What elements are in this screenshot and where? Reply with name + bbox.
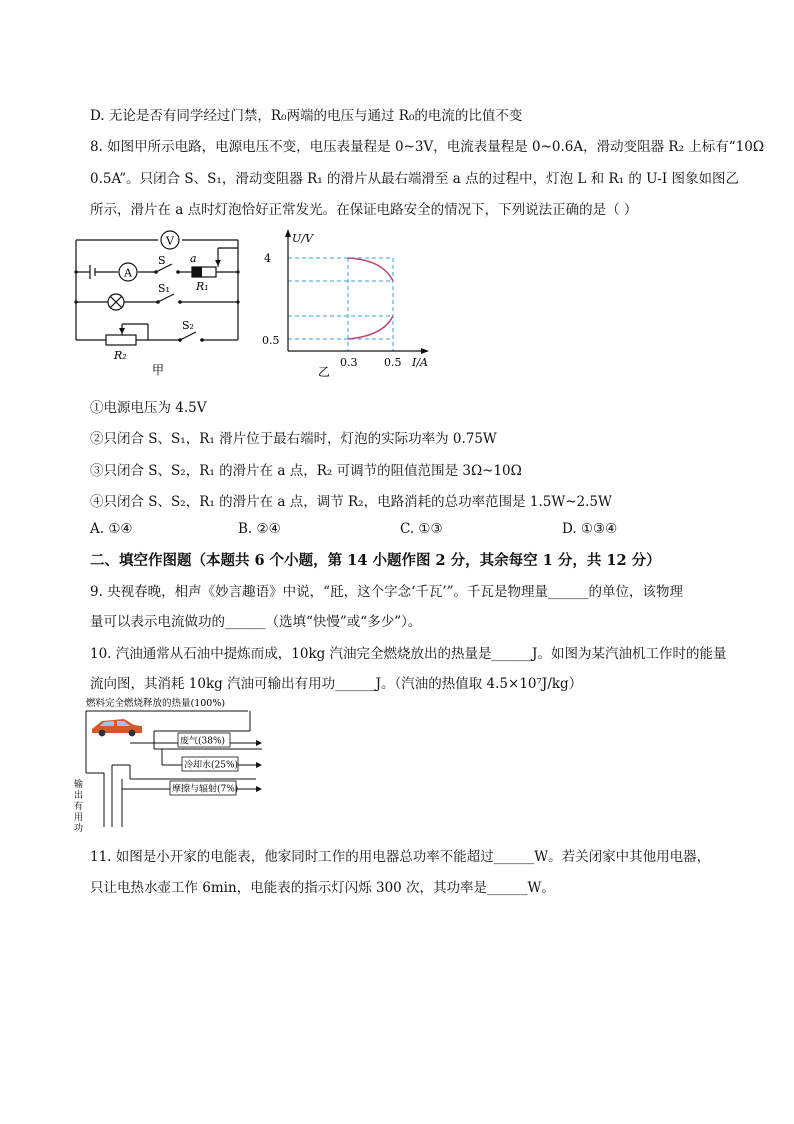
- y-tick-0-5: 0.5: [262, 334, 280, 347]
- y-tick-4: 4: [264, 252, 271, 265]
- q11-line-1: 11. 如图是小开家的电能表，他家同时工作的用电器总功率不能超过______W。若关闭家中其他用电器，: [90, 849, 711, 865]
- energy-total-label: 燃料完全燃烧释放的热量(100%): [86, 698, 226, 709]
- exhaust-label: 废气(38%): [180, 736, 226, 747]
- graph-x-label: I/A: [412, 356, 428, 369]
- car-icon: [92, 719, 142, 736]
- friction-radiation-label: 摩擦与辐射(7%): [172, 784, 239, 795]
- q10-line-1: 10. 汽油通常从石油中提炼而成，10kg 汽油完全燃烧放出的热量是______J。如图为某汽油机工作时的能量: [90, 646, 727, 662]
- energy-flow-diagram: [70, 695, 280, 835]
- ammeter-label: A: [124, 266, 132, 280]
- switch-s1-label: S₁: [158, 282, 170, 295]
- x-tick-0-5: 0.5: [384, 356, 402, 369]
- q11-line-2: 只让电热水壶工作 6min，电能表的指示灯闪烁 300 次，其功率是______W。: [90, 880, 555, 896]
- q8-stem-line-2: 0.5A”。只闭合 S、S₁，滑动变阻器 R₁ 的滑片从最右端滑至 a 点的过程中，灯泡 L 和 R₁ 的 U-I 图象如图乙: [90, 171, 739, 187]
- point-a-label: a: [190, 252, 197, 265]
- q9-line-1: 9. 央视春晚，相声《妙言趣语》中说，“瓩，这个字念‘千瓦’”。千瓦是物理量______的单位，该物理: [90, 584, 684, 600]
- useful-work-label-char-3: 有: [74, 802, 84, 812]
- ui-graph: [258, 226, 448, 378]
- cooling-water-label: 冷却水(25%): [184, 760, 239, 771]
- statement-3: ③只闭合 S、S₂，R₁ 的滑片在 a 点，R₂ 可调节的阻值范围是 3Ω~10Ω: [90, 463, 522, 479]
- q10-line-2: 流向图，其消耗 10kg 汽油可输出有用功______J。（汽油的热值取 4.5×10⁷J/kg）: [90, 676, 583, 692]
- useful-work-label-char-2: 出: [74, 791, 84, 801]
- option-b: B. ②④: [238, 521, 281, 537]
- section-2-title: 二、填空作图题（本题共 6 个小题，第 14 小题作图 2 分，其余每空 1 分，共 12 分）: [90, 552, 661, 569]
- q8-stem-line-1: 8. 如图甲所示电路，电源电压不变，电压表量程是 0~3V，电流表量程是 0~0.6A，滑动变阻器 R₂ 上标有“10Ω: [90, 139, 765, 155]
- switch-s2-label: S₂: [182, 319, 194, 332]
- r2-label: R₂: [114, 349, 127, 362]
- option-a: A. ①④: [90, 521, 133, 537]
- q7-option-d: D. 无论是否有同学经过门禁，R₀两端的电压与通过 R₀的电流的比值不变: [90, 108, 523, 124]
- option-c: C. ①③: [400, 521, 443, 537]
- useful-work-label-char-1: 输: [74, 780, 84, 790]
- r1-label: R₁: [196, 280, 209, 293]
- circuit-diagram: [68, 228, 253, 378]
- q9-line-2: 量可以表示电流做功的______（选填“快慢”或“多少”）。: [90, 614, 422, 630]
- useful-work-label-char-4: 用: [74, 813, 84, 823]
- statement-4: ④只闭合 S、S₂，R₁ 的滑片在 a 点，调节 R₂，电路消耗的总功率范围是 1.5W~2.5W: [90, 494, 612, 510]
- statement-2: ②只闭合 S、S₁，R₁ 滑片位于最右端时，灯泡的实际功率为 0.75W: [90, 431, 497, 447]
- graph-y-label: U/V: [292, 232, 313, 245]
- useful-work-label-char-5: 功: [74, 824, 84, 834]
- voltmeter-label: V: [166, 234, 174, 248]
- graph-caption: 乙: [318, 365, 331, 378]
- switch-s-label: S: [158, 254, 166, 267]
- q8-stem-line-3: 所示，滑片在 a 点时灯泡恰好正常发光。在保证电路安全的情况下，下列说法正确的是（ ）: [90, 202, 638, 218]
- circuit-caption: 甲: [152, 363, 165, 377]
- x-tick-0-3: 0.3: [340, 356, 358, 369]
- statement-1: ①电源电压为 4.5V: [90, 400, 207, 416]
- option-d: D. ①③④: [562, 521, 618, 537]
